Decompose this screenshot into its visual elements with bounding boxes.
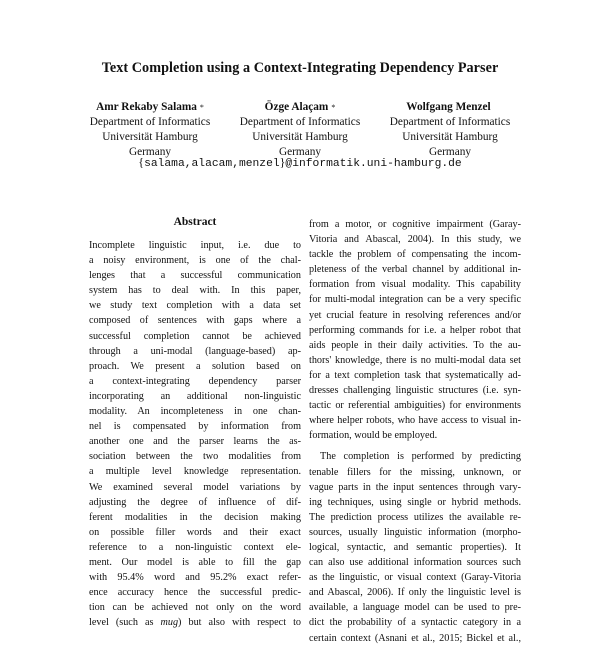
text-line: a noisy environment, is one of the chal- bbox=[89, 255, 301, 267]
text-line: tackle the problem of compensating the incom- bbox=[309, 249, 521, 261]
author-emails bbox=[0, 155, 600, 170]
italic-term: mug bbox=[160, 617, 179, 629]
text-line: from a motor, or cognitive impairment (Garay- bbox=[309, 219, 521, 230]
text-line: with 95.4% word and 95.2% exact refer- bbox=[89, 572, 301, 584]
text-line: through a uni-modal (language-based) ap- bbox=[89, 345, 301, 357]
email-brace-open: { bbox=[138, 155, 145, 169]
text-line: dresses challenging linguistic structures (i.e. syn- bbox=[309, 385, 521, 397]
author-department: Department of Informatics bbox=[389, 116, 511, 128]
text-line: ment. Our model is able to fill the gap bbox=[89, 556, 301, 568]
text-line: system has to deal with. In this paper, bbox=[89, 285, 301, 297]
text-line: tenable fillers for the missing, unknown, or bbox=[309, 466, 521, 478]
right-column bbox=[309, 217, 521, 646]
text-line: a context-integrating dependency parser bbox=[89, 375, 301, 387]
text-line: level (such as mug) but also with respect to bbox=[89, 617, 301, 629]
email-domain: @informatik.uni-hamburg.de bbox=[285, 158, 462, 170]
text-line: formation from visual modality. This capability bbox=[309, 279, 521, 291]
text-line: modality. An incompleteness in one chan- bbox=[89, 406, 301, 418]
text-line: another one and the parser learns the as- bbox=[89, 436, 301, 448]
text-line: on possible filler words and their exact bbox=[89, 526, 301, 538]
author-mark: * bbox=[331, 103, 336, 112]
text-line: for multi-modal integration can be a very specific bbox=[309, 294, 521, 306]
text-line: as the linguistic, or visual context (Garay-Vitoria bbox=[309, 572, 521, 584]
intro-paragraph-2 bbox=[309, 449, 521, 645]
left-column bbox=[89, 216, 301, 630]
text-line: performing commands for i.e. a helper robot that bbox=[309, 324, 521, 336]
text-line: where helper robots, who have access to visual in- bbox=[309, 415, 521, 427]
author-1 bbox=[75, 100, 225, 160]
text-line: a multiple level knowledge representation. bbox=[89, 466, 301, 478]
intro-paragraph-1 bbox=[309, 217, 521, 443]
text-line: tactic or referential ambiguities) for environments bbox=[309, 400, 521, 412]
text-line: tion can be achieved not only on the word bbox=[89, 602, 301, 614]
text-line: dict the probability of a syntactic category in a bbox=[309, 617, 521, 629]
author-name: Wolfgang Menzel bbox=[406, 101, 491, 113]
email-brace-close: } bbox=[279, 155, 286, 169]
text-line: ing techniques, using single or hybrid methods. bbox=[309, 496, 521, 508]
author-mark: * bbox=[199, 103, 204, 112]
text-line: and Abascal, 2006). If only the linguistic level is bbox=[309, 587, 521, 599]
author-university: Universität Hamburg bbox=[102, 131, 198, 143]
text-line: Incomplete linguistic input, i.e. due to bbox=[89, 240, 301, 251]
text-line: thors' knowledge, there is no multi-modal data set bbox=[309, 354, 521, 366]
text-line: certain context (Asnani et al., 2015; Bickel et al., bbox=[309, 632, 521, 644]
text-line: successful completion cannot be achieved bbox=[89, 330, 301, 342]
paper-title: Text Completion using a Context-Integrating Dependency Parser bbox=[101, 60, 499, 76]
text-line: we study text completion with a data set bbox=[89, 300, 301, 312]
text-line: reference to a non-linguistic context ele- bbox=[89, 541, 301, 553]
abstract-heading: Abstract bbox=[173, 216, 217, 228]
author-name: Özge Alaçam bbox=[264, 101, 329, 113]
text-line: Vitoria and Abascal, 2004). In this study, we bbox=[309, 234, 521, 246]
text-line: pleteness of the verbal channel by additional in- bbox=[309, 264, 521, 276]
author-country: Germany bbox=[128, 146, 172, 158]
author-country: Germany bbox=[278, 146, 322, 158]
author-university: Universität Hamburg bbox=[402, 131, 498, 143]
text-line: incorporating an additional non-linguistic bbox=[89, 390, 301, 402]
text-line: adjusting the degree of influence of dif- bbox=[89, 496, 301, 508]
text-line: The prediction process utilizes the available re- bbox=[309, 511, 521, 523]
author-name: Amr Rekaby Salama bbox=[96, 101, 197, 113]
author-country: Germany bbox=[428, 146, 472, 158]
text-line: sociation between the two modalities from bbox=[89, 451, 301, 463]
text-line: available, a language model can be used to pre- bbox=[309, 602, 521, 614]
text-line: ence accuracy hence the successful predic- bbox=[89, 587, 301, 599]
text-line: sources, usually linguistic information (morpho- bbox=[309, 526, 521, 538]
author-department: Department of Informatics bbox=[239, 116, 361, 128]
text-line: vague parts in the input sentences through vary- bbox=[309, 481, 521, 493]
text-line: yet crucial feature in resolving references and/or bbox=[309, 309, 521, 321]
author-department: Department of Informatics bbox=[89, 116, 211, 128]
author-university: Universität Hamburg bbox=[252, 131, 348, 143]
text-line: ferent modalities in the decision making bbox=[89, 511, 301, 523]
text-line: nel is compensated by information from bbox=[89, 421, 301, 433]
text-line: proach. We present a solution based on bbox=[89, 360, 301, 372]
author-block bbox=[75, 100, 525, 160]
text-line: We examined several model variations by bbox=[89, 481, 301, 493]
text-line: for a text completion task that systematically ad- bbox=[309, 369, 521, 381]
abstract-body bbox=[89, 238, 301, 630]
text-line: lenges that a successful communication bbox=[89, 270, 301, 282]
text-line: can also use additional information sources such bbox=[309, 557, 521, 569]
author-2 bbox=[225, 100, 375, 160]
text-line: logical, syntactic, and semantic properties). It bbox=[309, 541, 521, 553]
text-line: The completion is performed by predicting bbox=[320, 451, 521, 463]
email-names: salama,alacam,menzel bbox=[144, 158, 280, 170]
text-line: aids people in their daily activities. To the au- bbox=[309, 339, 521, 351]
text-line: formation, would be employed. bbox=[309, 430, 438, 442]
text-line: composed of sentences with gaps where a bbox=[89, 315, 301, 327]
author-3 bbox=[375, 100, 525, 160]
